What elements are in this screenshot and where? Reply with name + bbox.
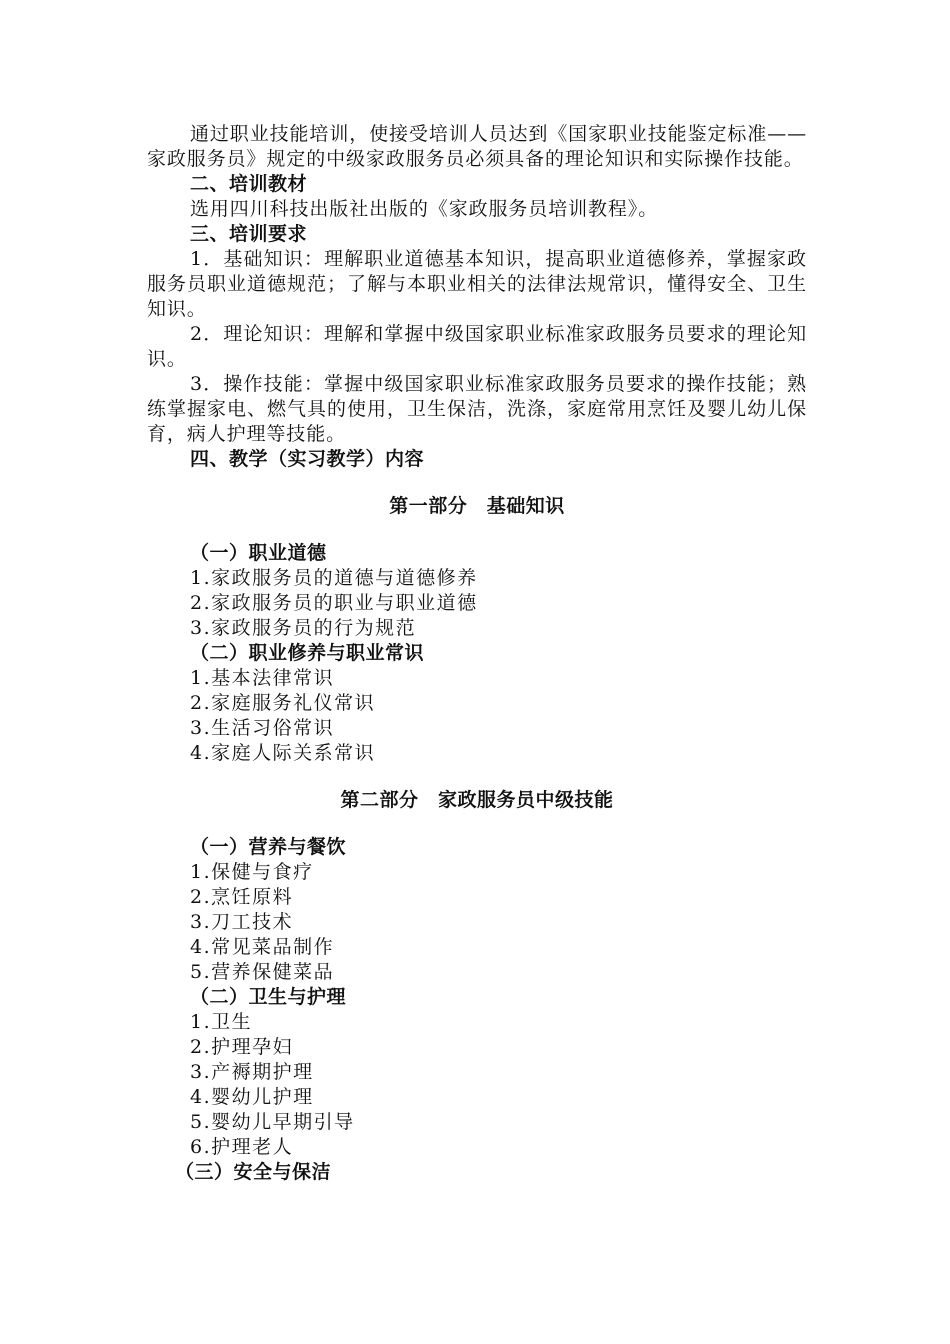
list-item: 4.家庭人际关系常识 (190, 742, 376, 764)
training-objective-paragraph: 通过职业技能培训，使接受培训人员达到《国家职业技能鉴定标准——家政服务员》规定的中级家政服务员必须具备的理论知识和实际操作技能。 (147, 123, 807, 170)
teaching-content-heading: 四、教学（实习教学）内容 (190, 448, 425, 470)
list-item: 3.产褥期护理 (190, 1061, 314, 1083)
part2-section2-title: （二）卫生与护理 (190, 986, 347, 1008)
list-item: 1.保健与食疗 (190, 861, 314, 883)
list-item: 1.基本法律常识 (190, 667, 335, 689)
list-item: 1.家政服务员的道德与道德修养 (190, 567, 478, 589)
list-item: 5.婴幼儿早期引导 (190, 1111, 355, 1133)
list-item: 3.家政服务员的行为规范 (190, 617, 417, 639)
list-item: 1.卫生 (190, 1011, 253, 1033)
part1-section2-title: （二）职业修养与职业常识 (190, 642, 425, 664)
list-item: 4.婴幼儿护理 (190, 1086, 314, 1108)
list-item: 5.营养保健菜品 (190, 961, 335, 983)
part2-title: 第二部分 家政服务员中级技能 (340, 789, 614, 811)
textbook-heading: 二、培训教材 (190, 173, 308, 195)
list-item: 4.常见菜品制作 (190, 936, 335, 958)
list-item: 2.家政服务员的职业与职业道德 (190, 592, 478, 614)
list-item: 2.护理孕妇 (190, 1036, 294, 1058)
requirement-operation-skills: 3．操作技能：掌握中级国家职业标准家政服务员要求的操作技能；熟练掌握家电、燃气具的使用，卫生保洁，洗涤，家庭常用烹饪及婴儿幼儿保育，病人护理等技能。 (147, 373, 807, 445)
requirement-theory-knowledge: 2．理论知识：理解和掌握中级国家职业标准家政服务员要求的理论知识。 (147, 323, 807, 370)
part1-section1-title: （一）职业道德 (190, 542, 327, 564)
list-item: 3.生活习俗常识 (190, 717, 335, 739)
part2-section3-title: （三）安全与保洁 (175, 1161, 332, 1183)
list-item: 6.护理老人 (190, 1136, 294, 1158)
requirements-heading: 三、培训要求 (190, 223, 308, 245)
textbook-paragraph: 选用四川科技出版社出版的《家政服务员培训教程》。 (190, 198, 659, 220)
list-item: 2.烹饪原料 (190, 886, 294, 908)
list-item: 3.刀工技术 (190, 911, 294, 933)
part1-title: 第一部分 基础知识 (389, 495, 565, 517)
list-item: 2.家庭服务礼仪常识 (190, 692, 376, 714)
requirement-basic-knowledge: 1．基础知识：理解职业道德基本知识，提高职业道德修养，掌握家政服务员职业道德规范；了解与本职业相关的法律法规常识，懂得安全、卫生知识。 (147, 248, 807, 320)
part2-section1-title: （一）营养与餐饮 (190, 836, 347, 858)
page-content (147, 122, 807, 1185)
